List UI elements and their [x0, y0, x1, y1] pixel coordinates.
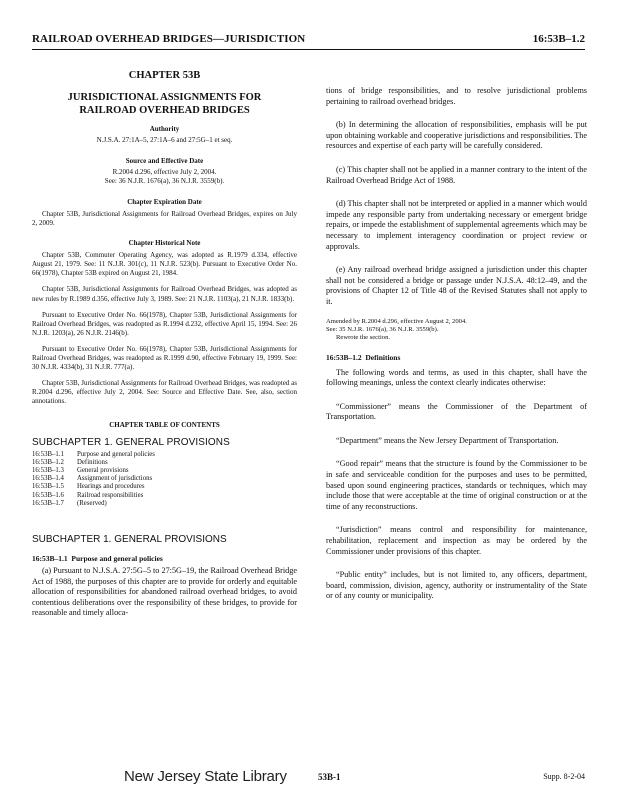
- chapter-title-line1: JURISDICTIONAL ASSIGNMENTS FOR: [67, 92, 262, 103]
- toc-entry[interactable]: [32, 492, 297, 500]
- purpose-paragraph-a: (a) Pursuant to N.J.S.A. 27:5G–5 to 27:5G–19, the Railroad Overhead Bridge Act of 1988, the purposes of this chapter are to provide for orderly and equitable allocation of responsibilities for abandoned railroad overhead bridges, to avoid contentious deliberations over the responsibility of these bridges, to provide for reasonable and timely alloca-: [32, 565, 297, 618]
- toc-entry[interactable]: [32, 475, 297, 483]
- toc-entry-title: Definitions: [77, 458, 108, 466]
- left-column: [32, 62, 297, 619]
- toc-entry[interactable]: [32, 500, 297, 508]
- right-column: [326, 62, 587, 602]
- expiration-heading: Chapter Expiration Date: [127, 198, 202, 206]
- amendment-line: Rewrote the section.: [336, 333, 391, 341]
- toc-entry[interactable]: [32, 483, 297, 491]
- toc-entry-number: 16:53B–1.2: [32, 458, 64, 466]
- toc-entry[interactable]: [32, 451, 297, 459]
- purpose-paragraph-e: (e) Any railroad overhead bridge assigned a jurisdiction under this chapter shall not be considered a bridge or passage under N.J.S.A. 48:12–49, and the provisions of Chapter 12 of Title 48 of the Revised Statutes shall not apply to it.: [326, 265, 587, 306]
- chapter-title-line2: RAILROAD OVERHEAD BRIDGES: [79, 105, 250, 116]
- page-number: 53B-1: [318, 772, 341, 782]
- toc-subchapter: SUBCHAPTER 1. GENERAL PROVISIONS: [32, 436, 230, 448]
- toc-entry-title: General provisions: [77, 466, 129, 474]
- expiration-text: Chapter 53B, Jurisdictional Assignments for Railroad Overhead Bridges, expires on July 2, 2009.: [32, 210, 297, 228]
- amendment-line: See: 35 N.J.R. 1676(a), 36 N.J.R. 3559(b).: [326, 325, 439, 333]
- amendment-line: Amended by R.2004 d.296, effective August 2, 2004.: [326, 317, 467, 325]
- history-note: Pursuant to Executive Order No. 66(1978), Chapter 53B, Jurisdictional Assignments for Railroad Overhead Bridges, was readopted as R.1994 d.232, effective April 15, 1994. See: 26 N.J.R. 1203(a), 26 N.J.R. 2146(b).: [32, 310, 297, 337]
- running-head-section: 16:53B–1.2: [532, 33, 585, 45]
- toc-entry-number: 16:53B–1.3: [32, 466, 64, 474]
- library-watermark: New Jersey State Library: [124, 768, 287, 785]
- source-line1: R.2004 d.296, effective July 2, 2004.: [112, 168, 217, 176]
- amendment-note: [326, 318, 587, 342]
- section-number: 16:53B–1.1: [32, 553, 68, 563]
- toc-entry[interactable]: [32, 467, 297, 475]
- section-number: 16:53B–1.2: [326, 352, 362, 362]
- source-line2: See: 36 N.J.R. 1676(a), 36 N.J.R. 3559(b).: [104, 177, 225, 185]
- definition-department: “Department” means the New Jersey Department of Transportation.: [336, 435, 559, 445]
- toc-entry-number: 16:53B–1.6: [32, 491, 64, 499]
- history-note: Chapter 53B, Jurisdictional Assignments for Railroad Overhead Bridges, was adopted as new rules by R.1989 d.356, effective July 3, 1989. See: 21 N.J.R. 1103(a), 21 N.J.R. 1833(b).: [32, 285, 297, 303]
- definition-public-entity: “Public entity” includes, but is not limited to, any officers, department, board, commission, division, agency, authority or instrumentality of the State or of any county or municipality.: [326, 570, 587, 601]
- toc-entry-number: 16:53B–1.1: [32, 450, 64, 458]
- toc-entry-number: 16:53B–1.4: [32, 475, 64, 483]
- history-note: Chapter 53B, Jurisdictional Assignments for Railroad Overhead Bridges, was readopted as R.2004 d.296, effective July 2, 2004. See: Source and Effective Date. See, also, section annotations.: [32, 379, 297, 406]
- chapter-number: CHAPTER 53B: [128, 70, 201, 81]
- toc-entry-title: Purpose and general policies: [77, 450, 155, 458]
- purpose-paragraph-d: (d) This chapter shall not be interpreted or applied in a manner which would impede any responsible party from undertaking necessary or emergent bridge repairs, or impede the establishment of supplemental agreements which may be necessary to implement interagency coordination or project review or approvals.: [326, 199, 587, 251]
- toc-entry-title: Hearings and procedures: [77, 483, 145, 491]
- definitions-intro: The following words and terms, as used in this chapter, shall have the following meanings, unless the context clearly indicates otherwise:: [326, 367, 587, 388]
- section-heading: [32, 554, 297, 563]
- section-title: Definitions: [365, 352, 401, 362]
- definition-commissioner: “Commissioner” means the Commissioner of the Department of Transportation.: [326, 401, 587, 422]
- authority-text: N.J.S.A. 27:1A–5, 27:1A–6 and 27:5G–1 et seq.: [96, 136, 233, 144]
- definition-jurisdiction: “Jurisdiction” means control and responsibility for maintenance, rehabilitation, replacement and inspection as may be ordered by the Commissioner under provisions of this chapter.: [326, 525, 587, 556]
- purpose-paragraph-b: (b) In determining the allocation of responsibilities, emphasis will be put upon obtaining workable and cooperative jurisdictions and responsibilities. The resources and expertise of each party will be carefully considered.: [326, 120, 587, 151]
- chapter-title: [32, 91, 297, 117]
- toc-heading: CHAPTER TABLE OF CONTENTS: [109, 420, 220, 429]
- subchapter-heading: SUBCHAPTER 1. GENERAL PROVISIONS: [32, 533, 227, 545]
- running-head-title: RAILROAD OVERHEAD BRIDGES—JURISDICTION: [32, 33, 306, 45]
- purpose-continuation: tions of bridge responsibilities, and to resolve jurisdictional problems pertaining to railroad overhead bridges.: [326, 86, 587, 106]
- toc-entry-title: (Reserved): [77, 499, 107, 507]
- section-title: Purpose and general policies: [71, 553, 163, 563]
- toc-entry[interactable]: [32, 459, 297, 467]
- history-note: Pursuant to Executive Order No. 66(1978), Chapter 53B, Jurisdictional Assignments for Railroad Overhead Bridges, was readopted as R.1999 d.90, effective February 19, 1999. See: 30 N.J.R. 4334(b), 31 N.J.R. 777(a).: [32, 344, 297, 372]
- toc-entry-title: Assignment of jurisdictions: [77, 475, 153, 483]
- running-head: [32, 33, 585, 50]
- toc-entry-number: 16:53B–1.5: [32, 483, 64, 491]
- supplement-date: Supp. 8-2-04: [543, 772, 585, 781]
- definition-good-repair: “Good repair” means that the structure is found by the Commissioner to be in safe and serviceable condition for the purposes and uses to be permitted, based upon sound engineering practices, standards or techniques, which may include those that were acceptable at the time of original construction or at the time of any reconstructions.: [326, 459, 587, 511]
- purpose-paragraph-c: (c) This chapter shall not be applied in a manner contrary to the intent of the Railroad Overhead Bridge Act of 1988.: [326, 164, 587, 185]
- source-heading: Source and Effective Date: [125, 157, 204, 165]
- definitions-heading: [326, 353, 587, 362]
- history-note: Chapter 53B, Commuter Operating Agency, was adopted as R.1979 d.334, effective August 21, 1979. See: 11 N.J.R. 301(c), 11 N.J.R. 523(b). Pursuant to Executive Order No. 66(1978), Chapter 53B expired on August 21, 1984.: [32, 251, 297, 278]
- authority-heading: Authority: [149, 125, 180, 133]
- toc-entry-number: 16:53B–1.7: [32, 499, 64, 507]
- toc-list: [32, 451, 297, 508]
- toc-entry-title: Railroad responsibilities: [77, 491, 144, 499]
- history-heading: Chapter Historical Note: [128, 239, 201, 248]
